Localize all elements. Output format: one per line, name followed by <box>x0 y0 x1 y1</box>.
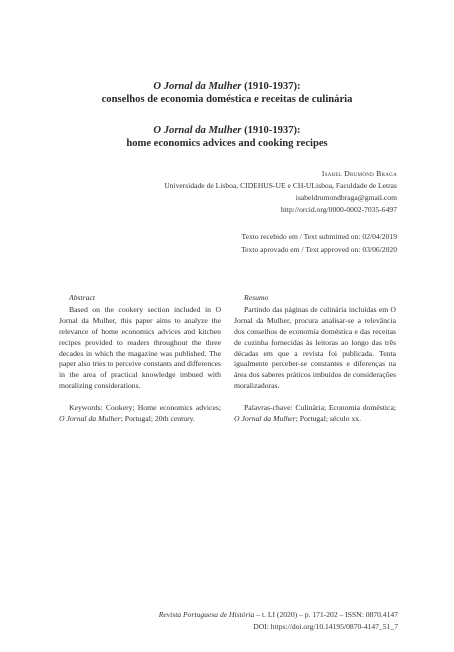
author-info <box>164 168 397 216</box>
title-en-journal-name: O Jornal da Mulher <box>153 125 242 136</box>
title-en-line1 <box>60 124 394 137</box>
title-pt-line1 <box>60 80 394 93</box>
resumo-heading: Resumo <box>244 293 269 302</box>
resumo-body: Partindo das páginas de culinária incluídas em O Jornal da Mulher, procura analisar-se a relevância dos conselhos de economia doméstica e das receitas de cozinha fornecidas às leitoras ao longo das três décadas em que a revista foi publicada. Tenta igualmente perceber-se constantes e diferenças na área dos saberes práticos imbuídos de considerações moralizadoras. <box>234 304 396 391</box>
title-en-subtitle: home economics advices and cooking recipes <box>126 138 328 149</box>
date-approved: Texto aprovado em / Text approved on: 03/06/2020 <box>241 245 397 255</box>
resumo-column <box>234 293 396 425</box>
submission-dates <box>241 230 397 256</box>
author-name: Isabel Drumond Braga <box>321 169 397 178</box>
abstract-column <box>59 293 221 425</box>
footer-doi[interactable]: DOI: https://doi.org/10.14195/0870-4147_51_7 <box>253 622 398 632</box>
abstract-keywords-prefix: Keywords: Cookery; Home economics advices; <box>69 403 221 413</box>
title-en-years: (1910-1937): <box>241 125 301 136</box>
footer-journal: Revista Portuguesa de História <box>158 610 255 619</box>
footer-citation-line <box>159 609 398 621</box>
resumo-keywords <box>234 403 396 425</box>
resumo-keywords-suffix: ; Portugal; século xx. <box>295 414 362 424</box>
abstract-keywords-journal: O Jornal da Mulher <box>59 414 121 424</box>
title-english <box>60 124 394 150</box>
abstract-keywords <box>59 403 221 425</box>
abstract-keywords-suffix: ; Portugal; 20th century. <box>120 414 195 424</box>
author-email[interactable]: isabeldrumondbraga@gmail.com <box>295 193 397 202</box>
abstract-body: Based on the cookery section included in O Jornal da Mulher, this paper aims to analyze the relevance of home economics advices and kitchen recipes provided to readers throughout the three decades in which the magazine was published. The paper also tries to perceive constants and differences in the area of practical knowledge imbued with moralizing considerations. <box>59 304 221 391</box>
title-pt-years: (1910-1937): <box>241 81 301 92</box>
resumo-keywords-prefix: Palavras-chave: Culinária; Economia doméstica; <box>244 403 396 413</box>
resumo-keywords-journal: O Jornal da Mulher <box>234 414 296 424</box>
title-pt-subtitle: conselhos de economia doméstica e receitas de culinária <box>101 94 353 105</box>
date-received: Texto recebido em / Text submitted on: 02/04/2019 <box>241 232 397 241</box>
title-portuguese <box>60 80 394 106</box>
author-affiliation: Universidade de Lisboa, CIDEHUS-UE e CH-ULisboa, Faculdade de Letras <box>164 181 397 190</box>
page-footer <box>159 609 398 633</box>
author-orcid[interactable]: http://orcid.org/0000-0002-7035-6497 <box>280 205 397 214</box>
abstract-heading: Abstract <box>69 293 96 302</box>
footer-citation: – t. LI (2020) – p. 171-202 – ISSN: 0870.4147 <box>254 610 398 619</box>
title-pt-journal-name: O Jornal da Mulher <box>153 81 242 92</box>
